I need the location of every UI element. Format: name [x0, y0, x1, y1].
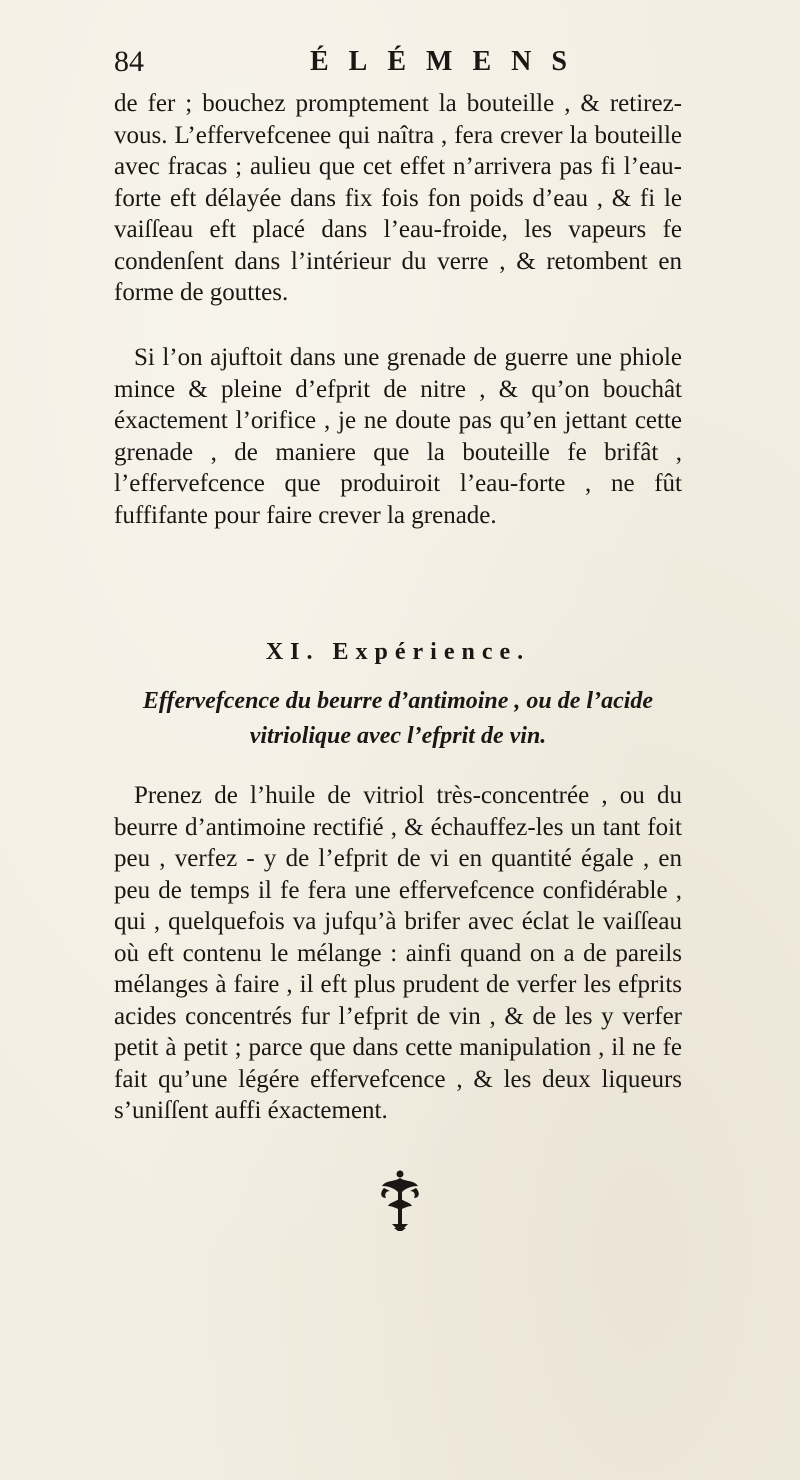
page-header [114, 40, 674, 84]
experiment-heading: XI. Expérience. [265, 639, 531, 665]
paragraph-grenade [114, 342, 682, 531]
paragraph-text: Si l’on ajuftoit dans une grenade de guerre une phiole mince & pleine d’efprit de nitre , & qu’on bouchât éxactement l’orifice , je ne doute pas qu’en jettant cette grenade , de maniere que la bouteille fe brifât , l’effervefcence que produiroit l’eau-forte , ne fût fuffifante pour faire crever la grenade. [114, 344, 682, 529]
running-head: ÉLÉMENS [310, 46, 587, 77]
paragraph-text: Prenez de l’huile de vitriol très-concentrée , ou du beurre d’antimoine rectifié , & échauffez-les un tant foit peu , verfez - y de l’efprit de vi en quantité égale , en peu de temps il fe fera une effervefcence confidérable , qui , quelquefois va jufqu’à brifer avec éclat le vaiſſeau où eft contenu le mélange : ainfi quand on a de pareils mélanges à faire , il eft plus prudent de verfer les efprits acides concentrés fur l’efprit de vin , & de les y verfer petit à petit ; parce que dans cette manipulation , il ne fe fait qu’une légére effervefcence , & les deux liqueurs s’uniſſent auffi éxactement. [114, 782, 682, 1124]
paragraph-experiment [114, 780, 682, 1127]
fleuron-svg [376, 1168, 424, 1232]
paragraph-continuation [114, 88, 682, 309]
fleuron-ornament-icon [376, 1168, 424, 1232]
paragraph-text: de fer ; bouchez promptement la bouteille , & retirez-vous. L’effervefcenee qui naîtra , fera crever la bouteille avec fracas ; aulieu que cet effet n’arrivera pas fi l’eau-forte eft délayée dans fix fois fon poids d’eau , & fi le vaiſſeau eft placé dans l’eau-froide, les vapeurs fe condenſent dans l’intérieur du verre , & retombent en forme de gouttes. [114, 90, 682, 306]
experiment-subtitle: Effervefcence du beurre d’antimoine , ou de l’acide vitriolique avec l’efprit de vin. [142, 688, 654, 749]
page-number: 84 [114, 45, 144, 78]
